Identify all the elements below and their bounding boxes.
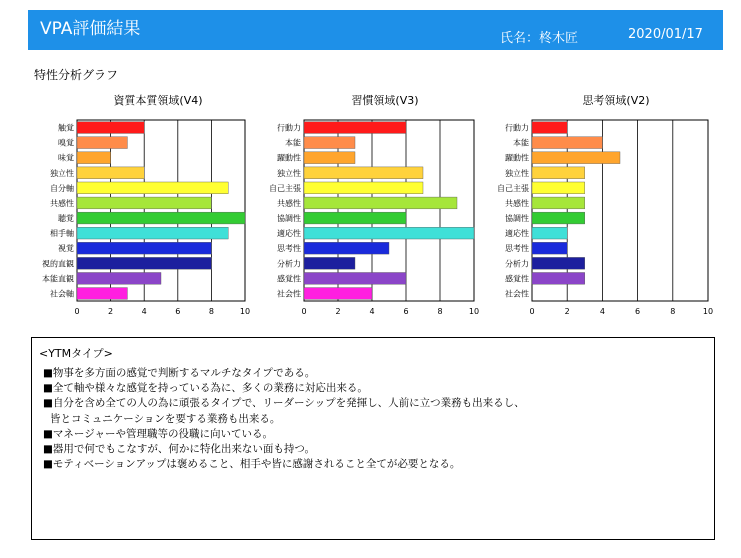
bar	[532, 272, 585, 284]
ytm-line: ■自分を含め全ての人の為に頑張るタイプで、リーダーシップを発揮し、人前に立つ業務も出来るし、	[43, 397, 525, 410]
tick-label: 8	[437, 307, 443, 316]
bar	[304, 257, 355, 269]
bar	[304, 288, 372, 300]
bar	[304, 122, 406, 134]
bar	[304, 152, 355, 164]
category-label: 嗅覚	[58, 138, 74, 148]
category-label: 社会性	[505, 289, 529, 299]
bar	[304, 137, 355, 149]
category-label: 本能	[285, 138, 301, 148]
tick-label: 10	[468, 307, 480, 316]
category-label: 感覚性	[277, 274, 301, 284]
bar	[77, 272, 161, 284]
category-label: 自己主張	[497, 183, 529, 193]
bar	[77, 152, 111, 164]
category-label: 社会性	[277, 289, 301, 299]
bar	[77, 197, 211, 209]
bar	[304, 167, 423, 179]
tick-label: 10	[239, 307, 251, 316]
bar	[77, 242, 211, 254]
bar	[77, 182, 228, 194]
category-label: 聴覚	[58, 214, 74, 224]
category-label: 適応性	[277, 229, 301, 239]
bar	[77, 227, 228, 239]
bar	[77, 167, 144, 179]
category-label: 相手軸	[50, 229, 74, 239]
bar	[304, 182, 423, 194]
category-label: 視覚	[58, 244, 74, 254]
category-label: 独立性	[50, 168, 74, 178]
ytm-lines	[43, 366, 525, 472]
chart-1	[42, 93, 250, 316]
bar	[532, 242, 567, 254]
ytm-heading: <YTMタイプ>	[39, 347, 113, 360]
bar	[77, 212, 245, 224]
category-label: 独立性	[505, 168, 529, 178]
chart-title: 思考領域(V2)	[582, 94, 650, 107]
category-label: 味覚	[58, 153, 74, 163]
bar	[304, 242, 389, 254]
category-label: 本能	[513, 138, 529, 148]
category-label: 感覚性	[505, 274, 529, 284]
category-label: 協調性	[505, 214, 529, 224]
category-label: 適応性	[505, 229, 529, 239]
ytm-line: ■器用で何でもこなすが、何かに特化出来ない面も持つ。	[43, 442, 315, 455]
tick-label: 4	[599, 307, 605, 316]
bar	[532, 197, 585, 209]
tick-label: 2	[564, 307, 570, 316]
category-label: 自分軸	[50, 183, 74, 193]
category-label: 社会軸	[50, 289, 74, 299]
tick-label: 0	[529, 307, 535, 316]
bar	[532, 152, 620, 164]
category-label: 触覚	[58, 123, 74, 133]
tick-label: 4	[141, 307, 147, 316]
bar	[532, 167, 585, 179]
bar	[532, 182, 585, 194]
chart-title: 資質本質領域(V4)	[113, 94, 203, 107]
category-label: 分析力	[505, 259, 529, 269]
bar	[77, 288, 127, 300]
report-date: 2020/01/17	[628, 27, 703, 42]
category-label: 思考性	[277, 244, 301, 254]
category-label: 視的直観	[42, 259, 74, 269]
chart-3	[497, 93, 713, 316]
category-label: 本能直観	[42, 274, 74, 284]
bar	[77, 122, 144, 134]
tick-label: 0	[301, 307, 307, 316]
bar	[304, 272, 406, 284]
category-label: 独立性	[277, 168, 301, 178]
ytm-box	[31, 337, 715, 540]
ytm-line: ■全て軸や様々な感覚を持っている為に、多くの業務に対応出来る。	[43, 382, 368, 395]
bar	[77, 137, 127, 149]
person-name: 氏名：柊木匠	[500, 31, 579, 46]
section-title: 特性分析グラフ	[34, 68, 119, 82]
category-label: 思考性	[505, 244, 529, 254]
category-label: 分析力	[277, 259, 301, 269]
tick-label: 4	[369, 307, 375, 316]
category-label: 協調性	[277, 214, 301, 224]
ytm-line: ■マネージャーや管理職等の役職に向いている。	[43, 427, 273, 440]
tick-label: 8	[670, 307, 676, 316]
category-label: 自己主張	[269, 183, 301, 193]
bar	[77, 257, 211, 269]
category-label: 行動力	[505, 123, 529, 133]
bar	[532, 212, 585, 224]
tick-label: 10	[702, 307, 714, 316]
chart-title: 習慣領域(V3)	[351, 94, 419, 107]
tick-label: 6	[635, 307, 641, 316]
tick-label: 8	[208, 307, 214, 316]
bar	[532, 257, 585, 269]
category-label: 躍動性	[505, 153, 529, 163]
tick-label: 2	[335, 307, 341, 316]
bar	[304, 197, 457, 209]
tick-label: 2	[108, 307, 114, 316]
category-label: 共感性	[50, 198, 74, 208]
bar	[532, 227, 567, 239]
ytm-line: ■モティベーションアップは褒めること、相手や皆に感謝されること全てが必要となる。	[43, 458, 461, 471]
tick-label: 6	[175, 307, 181, 316]
category-label: 躍動性	[277, 153, 301, 163]
page-title: VPA評価結果	[40, 19, 141, 39]
chart-2	[269, 93, 479, 316]
category-label: 共感性	[277, 198, 301, 208]
ytm-line: ■物事を多方面の感覚で判断するマルチなタイプである。	[43, 367, 316, 379]
bar	[532, 137, 602, 149]
ytm-line: 皆とコミュニケーションを要する業務も出来る。	[50, 412, 281, 425]
bar	[532, 122, 567, 134]
tick-label: 6	[403, 307, 409, 316]
bar	[304, 227, 474, 239]
tick-label: 0	[74, 307, 80, 316]
category-label: 共感性	[505, 198, 529, 208]
category-label: 行動力	[277, 123, 301, 133]
bar	[304, 212, 406, 224]
